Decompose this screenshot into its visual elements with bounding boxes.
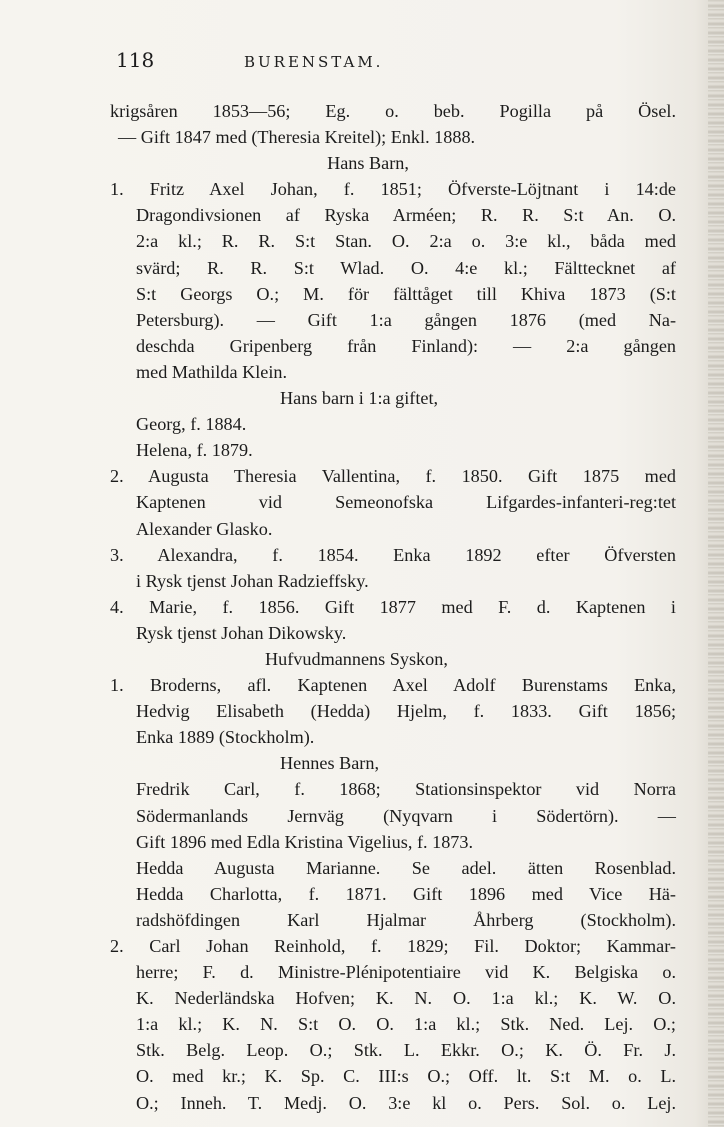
text-line: Fredrik Carl, f. 1868; Stationsinspektor vid Norra [136, 779, 676, 800]
text-line: Alexander Glasko. [136, 518, 273, 539]
text-line: med Mathilda Klein. [136, 361, 288, 382]
text-line: 1. Broderns, afl. Kaptenen Axel Adolf Burenstams Enka, [110, 675, 676, 696]
text-line: 2. Carl Johan Reinhold, f. 1829; Fil. Doktor; Kammar- [110, 936, 676, 956]
text-line: 1:a kl.; K. N. S:t O. O. 1:a kl.; Stk. Ned. Lej. O.; [136, 1014, 676, 1035]
text-line: S:t Georgs O.; M. för fälttåget till Khiva 1873 (S:t [136, 283, 676, 304]
text-line: Helena, f. 1879. [136, 440, 253, 461]
text-line: Hedda Augusta Marianne. Se adel. ätten Rosenblad. [136, 857, 676, 878]
section-heading: Hans barn i 1:a giftet, [280, 388, 439, 409]
text-line: — Gift 1847 med (Theresia Kreitel); Enkl. 1888. [118, 127, 476, 148]
text-line: i Rysk tjenst Johan Radzieffsky. [136, 570, 369, 591]
page-edge [708, 0, 724, 1127]
text-line: Gift 1896 med Edla Kristina Vigelius, f. 1873. [136, 831, 474, 852]
text-line: Hedda Charlotta, f. 1871. Gift 1896 med Vice Hä- [136, 883, 676, 904]
text-line: Hedvig Elisabeth (Hedda) Hjelm, f. 1833. Gift 1856; [136, 701, 676, 722]
text-line: Kaptenen vid Semeonofska Lifgardes-infanteri-reg:tet [136, 492, 676, 513]
text-line: Södermanlands Jernväg (Nyqvarn i Södertörn). — [136, 805, 676, 826]
text-line: 2. Augusta Theresia Vallentina, f. 1850. Gift 1875 med [110, 466, 676, 487]
text-line: deschda Gripenberg från Finland): — 2:a gången [136, 335, 676, 356]
text-line: Stk. Belg. Leop. O.; Stk. L. Ekkr. O.; K. Ö. Fr. J. [136, 1040, 676, 1061]
page-header [116, 48, 676, 78]
text-line: K. Nederländska Hofven; K. N. O. 1:a kl.; K. W. O. [136, 988, 676, 1009]
text-line: Petersburg). — Gift 1:a gången 1876 (med Na- [136, 309, 676, 330]
page-number: 118 [116, 48, 155, 72]
section-heading: Hufvudmannens Syskon, [265, 648, 448, 669]
text-line: 3. Alexandra, f. 1854. Enka 1892 efter Öfversten [110, 544, 676, 565]
section-heading: Hennes Barn, [280, 753, 379, 774]
text-line: O. med kr.; K. Sp. C. III:s O.; Off. lt. S:t M. o. L. [136, 1066, 676, 1087]
text-line: Enka 1889 (Stockholm). [136, 727, 315, 748]
section-heading: Hans Barn, [327, 153, 409, 174]
text-line: Rysk tjenst Johan Dikowsky. [136, 622, 347, 643]
running-head: BURENSTAM. [244, 53, 384, 71]
text-line: Georg, f. 1884. [136, 414, 247, 435]
text-line: radshöfdingen Karl Hjalmar Åhrberg (Stockholm). [136, 909, 676, 930]
text-line: svärd; R. R. S:t Wlad. O. 4:e kl.; Fälttecknet af [136, 257, 676, 278]
text-line: herre; F. d. Ministre-Plénipotentiaire vid K. Belgiska o. [136, 962, 676, 983]
text-line: O.; Inneh. T. Medj. O. 3:e kl o. Pers. Sol. o. Lej. [136, 1092, 676, 1113]
text-line: krigsåren 1853—56; Eg. o. beb. Pogilla på Ösel. [110, 101, 676, 121]
text-line: Dragondivsionen af Ryska Arméen; R. R. S:t An. O. [136, 205, 676, 226]
text-line: 4. Marie, f. 1856. Gift 1877 med F. d. Kaptenen i [110, 596, 676, 617]
text-line: 2:a kl.; R. R. S:t Stan. O. 2:a o. 3:e kl., båda med [136, 231, 676, 252]
text-line: 1. Fritz Axel Johan, f. 1851; Öfverste-Löjtnant i 14:de [110, 179, 676, 200]
body-text [110, 98, 676, 1116]
